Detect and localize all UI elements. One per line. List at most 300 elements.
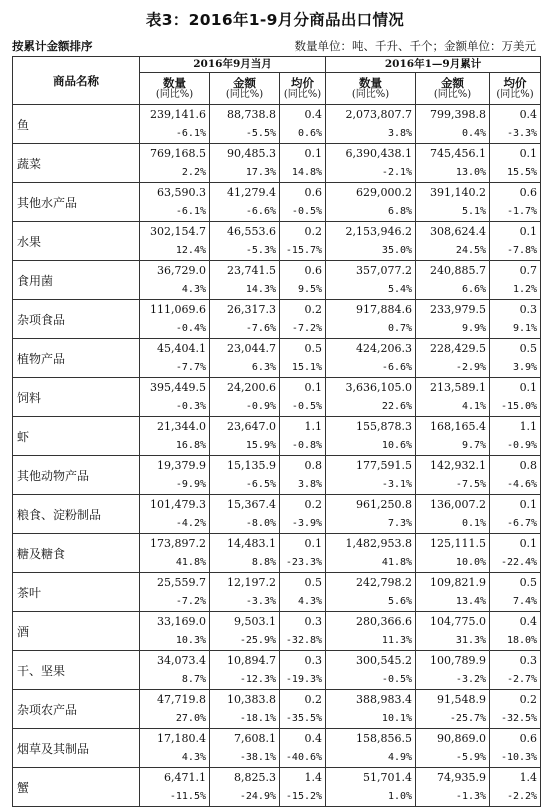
product-name-cell: 杂项农产品 — [13, 690, 140, 729]
month-price-cell — [280, 378, 326, 417]
cum-price-cell — [490, 339, 541, 378]
cum-amt-yoy: 13.4% — [455, 596, 487, 607]
cum-price-value: 0.3 — [519, 654, 538, 667]
cum-amt-value: 109,821.9 — [430, 576, 487, 589]
month-price-cell — [280, 495, 326, 534]
cum-amt-yoy: 0.1% — [461, 518, 487, 529]
product-name-cell: 其他动物产品 — [13, 456, 140, 495]
cum-qty-value: 961,250.8 — [356, 498, 413, 511]
month-price-value: 0.4 — [304, 732, 323, 745]
cum-price-yoy: 3.9% — [512, 362, 538, 373]
month-price-value: 0.3 — [304, 654, 323, 667]
cum-price-yoy: 7.4% — [512, 596, 538, 607]
month-price-yoy: 0.6% — [297, 128, 323, 139]
month-amt-value: 41,279.4 — [227, 186, 276, 199]
month-qty-cell — [140, 105, 210, 144]
product-name-cell: 饲料 — [13, 378, 140, 417]
cum-amt-value: 104,775.0 — [430, 615, 487, 628]
cum-price-cell — [490, 768, 541, 807]
month-qty-yoy: 16.8% — [175, 440, 206, 451]
month-amt-value: 10,894.7 — [227, 654, 276, 667]
cum-qty-value: 388,983.4 — [356, 693, 413, 706]
month-qty-cell — [140, 612, 210, 651]
cum-qty-cell — [326, 222, 416, 261]
month-qty-cell — [140, 495, 210, 534]
cum-qty-yoy: 6.8% — [387, 206, 413, 217]
cum-price-yoy: -3.3% — [506, 128, 538, 139]
month-price-cell — [280, 105, 326, 144]
product-name-cell: 烟草及其制品 — [13, 729, 140, 768]
cum-qty-yoy: -2.1% — [381, 167, 413, 178]
month-price-yoy: -35.5% — [285, 713, 323, 724]
cum-qty-cell — [326, 651, 416, 690]
cum-price-yoy: 1.2% — [512, 284, 538, 295]
product-name-cell: 酒 — [13, 612, 140, 651]
page-title: 表3：2016年1-9月分商品出口情况 — [145, 11, 405, 29]
header-cum-qty: 数量 (同比%) — [326, 73, 416, 105]
cum-qty-value: 300,545.2 — [356, 654, 413, 667]
month-price-cell — [280, 651, 326, 690]
cum-qty-value: 917,884.6 — [356, 303, 413, 316]
table-row — [13, 729, 541, 768]
table-row — [13, 495, 541, 534]
month-amt-yoy: -5.5% — [245, 128, 276, 139]
cum-amt-cell — [416, 729, 490, 768]
cum-qty-value: 158,856.5 — [356, 732, 413, 745]
table-row — [13, 300, 541, 339]
cum-qty-cell — [326, 456, 416, 495]
month-qty-cell — [140, 534, 210, 573]
month-amt-yoy: -24.9% — [239, 791, 276, 802]
month-price-yoy: -40.6% — [285, 752, 323, 763]
month-amt-value: 90,485.3 — [227, 147, 276, 160]
month-amt-cell — [210, 768, 280, 807]
cum-qty-cell — [326, 183, 416, 222]
month-qty-yoy: -4.2% — [175, 518, 206, 529]
month-price-yoy: -19.3% — [285, 674, 323, 685]
month-price-value: 0.3 — [304, 615, 323, 628]
product-name-cell: 蟹 — [13, 768, 140, 807]
cum-qty-value: 6,390,438.1 — [345, 147, 413, 160]
month-qty-yoy: -11.5% — [169, 791, 206, 802]
month-amt-value: 15,135.9 — [227, 459, 276, 472]
table-row — [13, 144, 541, 183]
product-name-cell: 蔬菜 — [13, 144, 140, 183]
month-qty-cell — [140, 456, 210, 495]
cum-price-value: 0.5 — [519, 576, 538, 589]
month-amt-yoy: 17.3% — [245, 167, 276, 178]
month-qty-value: 111,069.6 — [150, 303, 206, 316]
month-price-value: 0.6 — [304, 264, 323, 277]
cum-amt-cell — [416, 690, 490, 729]
month-qty-yoy: 10.3% — [175, 635, 206, 646]
month-amt-cell — [210, 417, 280, 456]
cum-amt-yoy: 13.0% — [455, 167, 487, 178]
cum-amt-yoy: 0.4% — [461, 128, 487, 139]
month-price-yoy: 3.8% — [297, 479, 323, 490]
month-qty-yoy: -0.3% — [175, 401, 206, 412]
cum-amt-cell — [416, 534, 490, 573]
month-qty-cell — [140, 339, 210, 378]
cum-amt-cell — [416, 261, 490, 300]
cum-amt-cell — [416, 222, 490, 261]
table-row — [13, 612, 541, 651]
cum-qty-yoy: 10.1% — [381, 713, 413, 724]
cum-price-yoy: 18.0% — [506, 635, 538, 646]
month-qty-yoy: -6.1% — [175, 206, 206, 217]
cum-price-yoy: -1.7% — [506, 206, 538, 217]
month-qty-cell — [140, 300, 210, 339]
cum-amt-yoy: -5.9% — [455, 752, 487, 763]
cum-price-cell — [490, 612, 541, 651]
cum-qty-yoy: 4.9% — [387, 752, 413, 763]
table-row — [13, 768, 541, 807]
cum-amt-value: 213,589.1 — [430, 381, 487, 394]
cum-price-cell — [490, 651, 541, 690]
cum-qty-cell — [326, 300, 416, 339]
month-qty-cell — [140, 261, 210, 300]
cum-price-cell — [490, 144, 541, 183]
cum-price-value: 0.5 — [519, 342, 538, 355]
cum-price-yoy: 9.1% — [512, 323, 538, 334]
cum-qty-value: 280,366.6 — [356, 615, 413, 628]
month-qty-cell — [140, 729, 210, 768]
cum-amt-value: 233,979.5 — [430, 303, 487, 316]
month-price-yoy: -32.8% — [285, 635, 323, 646]
cum-qty-cell — [326, 612, 416, 651]
month-qty-cell — [140, 690, 210, 729]
month-price-cell — [280, 183, 326, 222]
month-price-yoy: -0.8% — [291, 440, 323, 451]
cum-price-cell — [490, 729, 541, 768]
unit-note: 数量单位：吨、千升、千个；金额单位：万美元 — [294, 39, 536, 53]
table-row — [13, 690, 541, 729]
month-price-value: 0.2 — [304, 498, 323, 511]
month-amt-value: 46,553.6 — [227, 225, 276, 238]
cum-qty-yoy: 0.7% — [387, 323, 413, 334]
cum-price-yoy: -4.6% — [506, 479, 538, 490]
month-amt-value: 23,044.7 — [227, 342, 276, 355]
month-qty-yoy: -9.9% — [175, 479, 206, 490]
cum-amt-value: 391,140.2 — [430, 186, 487, 199]
cum-price-yoy: -7.8% — [506, 245, 538, 256]
month-price-value: 0.5 — [304, 576, 323, 589]
month-amt-value: 10,383.8 — [227, 693, 276, 706]
cum-qty-cell — [326, 768, 416, 807]
month-price-yoy: -0.5% — [291, 401, 323, 412]
cum-amt-value: 799,398.8 — [430, 108, 487, 121]
cum-price-yoy: -6.7% — [506, 518, 538, 529]
month-amt-cell — [210, 495, 280, 534]
cum-qty-yoy: 1.0% — [387, 791, 413, 802]
cum-qty-cell — [326, 495, 416, 534]
month-price-cell — [280, 534, 326, 573]
cum-amt-cell — [416, 768, 490, 807]
table-row — [13, 651, 541, 690]
cum-amt-cell — [416, 105, 490, 144]
cum-amt-yoy: 31.3% — [455, 635, 487, 646]
month-qty-yoy: 4.3% — [181, 752, 206, 763]
month-amt-cell — [210, 612, 280, 651]
month-qty-yoy: 8.7% — [181, 674, 206, 685]
cum-price-cell — [490, 222, 541, 261]
cum-price-cell — [490, 573, 541, 612]
cum-qty-cell — [326, 105, 416, 144]
cum-price-cell — [490, 300, 541, 339]
month-qty-value: 395,449.5 — [150, 381, 206, 394]
month-qty-yoy: 41.8% — [175, 557, 206, 568]
cum-price-cell — [490, 105, 541, 144]
month-amt-yoy: -7.6% — [245, 323, 276, 334]
month-qty-yoy: 2.2% — [181, 167, 206, 178]
month-price-yoy: 15.1% — [291, 362, 323, 373]
product-name-cell: 其他水产品 — [13, 183, 140, 222]
cum-amt-value: 745,456.1 — [430, 147, 487, 160]
month-amt-cell — [210, 144, 280, 183]
month-amt-cell — [210, 456, 280, 495]
month-qty-yoy: -0.4% — [175, 323, 206, 334]
header-month-qty: 数量 (同比%) — [140, 73, 210, 105]
month-amt-value: 23,647.0 — [227, 420, 276, 433]
cum-qty-cell — [326, 729, 416, 768]
month-amt-value: 15,367.4 — [227, 498, 276, 511]
month-price-value: 0.2 — [304, 693, 323, 706]
month-amt-yoy: -3.3% — [245, 596, 276, 607]
header-cum-amt: 金额 (同比%) — [416, 73, 490, 105]
cum-qty-value: 3,636,105.0 — [345, 381, 413, 394]
cum-amt-cell — [416, 339, 490, 378]
month-amt-value: 24,200.6 — [227, 381, 276, 394]
cum-amt-cell — [416, 378, 490, 417]
cum-price-yoy: -0.9% — [506, 440, 538, 451]
cum-qty-value: 242,798.2 — [356, 576, 413, 589]
cum-qty-value: 2,073,807.7 — [345, 108, 413, 121]
month-qty-value: 63,590.3 — [157, 186, 206, 199]
cum-price-value: 0.4 — [519, 108, 538, 121]
month-amt-cell — [210, 573, 280, 612]
cum-qty-cell — [326, 261, 416, 300]
month-price-value: 0.1 — [304, 537, 323, 550]
cum-qty-value: 357,077.2 — [356, 264, 413, 277]
cum-qty-cell — [326, 534, 416, 573]
cum-price-cell — [490, 456, 541, 495]
product-name-cell: 食用菌 — [13, 261, 140, 300]
table-row — [13, 534, 541, 573]
month-price-value: 0.1 — [304, 381, 323, 394]
month-amt-value: 14,483.1 — [227, 537, 276, 550]
cum-qty-cell — [326, 573, 416, 612]
table-row — [13, 339, 541, 378]
month-qty-value: 25,559.7 — [157, 576, 206, 589]
cum-qty-yoy: 10.6% — [381, 440, 413, 451]
header-group-month: 2016年9月当月 — [140, 57, 326, 73]
cum-amt-value: 142,932.1 — [430, 459, 487, 472]
month-qty-yoy: -7.2% — [175, 596, 206, 607]
month-amt-cell — [210, 378, 280, 417]
month-price-cell — [280, 339, 326, 378]
cum-amt-yoy: -7.5% — [455, 479, 487, 490]
cum-amt-value: 168,165.4 — [430, 420, 487, 433]
cum-amt-value: 91,548.9 — [437, 693, 487, 706]
month-price-value: 0.1 — [304, 147, 323, 160]
cum-amt-value: 125,111.5 — [430, 537, 487, 550]
cum-amt-value: 100,789.9 — [430, 654, 487, 667]
cum-price-yoy: -22.4% — [500, 557, 538, 568]
month-amt-yoy: -5.3% — [245, 245, 276, 256]
month-qty-value: 47,719.8 — [157, 693, 206, 706]
month-amt-yoy: 15.9% — [245, 440, 276, 451]
month-price-yoy: 14.8% — [291, 167, 323, 178]
month-qty-yoy: 4.3% — [181, 284, 206, 295]
cum-qty-yoy: -0.5% — [381, 674, 413, 685]
month-qty-value: 6,471.1 — [164, 771, 206, 784]
cum-amt-value: 240,885.7 — [430, 264, 487, 277]
table-row — [13, 261, 541, 300]
month-price-value: 1.1 — [304, 420, 323, 433]
product-name-cell: 杂项食品 — [13, 300, 140, 339]
month-qty-value: 302,154.7 — [150, 225, 206, 238]
month-price-cell — [280, 222, 326, 261]
month-price-cell — [280, 144, 326, 183]
cum-price-value: 0.6 — [519, 186, 538, 199]
cum-qty-yoy: -6.6% — [381, 362, 413, 373]
cum-qty-yoy: 3.8% — [387, 128, 413, 139]
month-price-yoy: 4.3% — [297, 596, 323, 607]
month-amt-cell — [210, 651, 280, 690]
month-amt-cell — [210, 729, 280, 768]
header-cum-price: 均价 (同比%) — [490, 73, 541, 105]
month-qty-value: 239,141.6 — [150, 108, 206, 121]
cum-price-value: 0.2 — [519, 693, 538, 706]
product-name-cell: 糖及糖食 — [13, 534, 140, 573]
cum-qty-yoy: 5.4% — [387, 284, 413, 295]
header-group-cumulative: 2016年1—9月累计 — [326, 57, 541, 73]
table-row — [13, 222, 541, 261]
cum-amt-value: 74,935.9 — [437, 771, 487, 784]
cum-price-value: 0.4 — [519, 615, 538, 628]
month-qty-cell — [140, 183, 210, 222]
header-month-amt: 金额 (同比%) — [210, 73, 280, 105]
month-price-value: 0.2 — [304, 225, 323, 238]
cum-price-cell — [490, 417, 541, 456]
cum-price-value: 0.1 — [519, 225, 538, 238]
cum-amt-yoy: 9.9% — [461, 323, 487, 334]
cum-qty-yoy: 5.6% — [387, 596, 413, 607]
table-row — [13, 105, 541, 144]
month-amt-value: 23,741.5 — [227, 264, 276, 277]
month-qty-cell — [140, 651, 210, 690]
month-price-cell — [280, 729, 326, 768]
cum-qty-cell — [326, 339, 416, 378]
cum-amt-cell — [416, 573, 490, 612]
month-qty-yoy: 12.4% — [175, 245, 206, 256]
cum-price-value: 0.1 — [519, 381, 538, 394]
product-name-cell: 干、坚果 — [13, 651, 140, 690]
month-price-cell — [280, 612, 326, 651]
month-qty-yoy: -6.1% — [175, 128, 206, 139]
month-amt-cell — [210, 339, 280, 378]
cum-price-yoy: -15.0% — [500, 401, 538, 412]
month-amt-cell — [210, 183, 280, 222]
cum-amt-value: 228,429.5 — [430, 342, 487, 355]
month-qty-yoy: -7.7% — [175, 362, 206, 373]
cum-amt-yoy: -1.3% — [455, 791, 487, 802]
month-qty-value: 33,169.0 — [157, 615, 206, 628]
cum-price-yoy: 15.5% — [506, 167, 538, 178]
month-qty-cell — [140, 573, 210, 612]
month-amt-yoy: -6.6% — [245, 206, 276, 217]
cum-price-yoy: -2.7% — [506, 674, 538, 685]
cum-qty-cell — [326, 417, 416, 456]
table-row — [13, 573, 541, 612]
cum-amt-yoy: -25.7% — [449, 713, 487, 724]
cum-qty-value: 1,482,953.8 — [345, 537, 413, 550]
month-amt-value: 88,738.8 — [227, 108, 276, 121]
cum-price-value: 0.7 — [519, 264, 538, 277]
month-qty-value: 19,379.9 — [157, 459, 206, 472]
cum-qty-value: 629,000.2 — [356, 186, 413, 199]
cum-price-cell — [490, 690, 541, 729]
month-price-yoy: -3.9% — [291, 518, 323, 529]
month-price-cell — [280, 456, 326, 495]
cum-qty-value: 424,206.3 — [356, 342, 413, 355]
month-qty-cell — [140, 417, 210, 456]
cum-amt-value: 90,869.0 — [437, 732, 487, 745]
month-amt-yoy: -25.9% — [239, 635, 276, 646]
month-qty-cell — [140, 222, 210, 261]
cum-amt-yoy: -2.9% — [455, 362, 487, 373]
cum-price-value: 0.6 — [519, 732, 538, 745]
cum-qty-value: 2,153,946.2 — [345, 225, 413, 238]
cum-amt-cell — [416, 144, 490, 183]
cum-qty-cell — [326, 378, 416, 417]
cum-price-yoy: -10.3% — [500, 752, 538, 763]
month-amt-cell — [210, 690, 280, 729]
table-row — [13, 417, 541, 456]
cum-amt-yoy: 6.6% — [461, 284, 487, 295]
cum-amt-cell — [416, 612, 490, 651]
month-price-cell — [280, 690, 326, 729]
cum-price-value: 0.1 — [519, 537, 538, 550]
month-qty-cell — [140, 144, 210, 183]
month-price-cell — [280, 573, 326, 612]
cum-qty-yoy: 41.8% — [381, 557, 413, 568]
month-amt-cell — [210, 261, 280, 300]
month-price-yoy: -0.5% — [291, 206, 323, 217]
month-amt-value: 26,317.3 — [227, 303, 276, 316]
month-price-value: 0.8 — [304, 459, 323, 472]
month-qty-value: 101,479.3 — [150, 498, 206, 511]
month-amt-yoy: -12.3% — [239, 674, 276, 685]
month-price-cell — [280, 417, 326, 456]
month-price-value: 0.4 — [304, 108, 323, 121]
month-qty-value: 34,073.4 — [157, 654, 206, 667]
cum-amt-cell — [416, 300, 490, 339]
cum-qty-value: 51,701.4 — [363, 771, 413, 784]
month-amt-value: 12,197.2 — [227, 576, 276, 589]
month-amt-value: 9,503.1 — [234, 615, 276, 628]
month-amt-value: 7,608.1 — [234, 732, 276, 745]
month-price-yoy: -15.2% — [285, 791, 323, 802]
month-amt-yoy: -0.9% — [245, 401, 276, 412]
month-qty-value: 769,168.5 — [150, 147, 206, 160]
month-amt-yoy: -8.0% — [245, 518, 276, 529]
cum-price-value: 1.1 — [519, 420, 538, 433]
product-name-cell: 鱼 — [13, 105, 140, 144]
cum-price-cell — [490, 183, 541, 222]
month-qty-value: 45,404.1 — [157, 342, 206, 355]
month-qty-value: 17,180.4 — [157, 732, 206, 745]
